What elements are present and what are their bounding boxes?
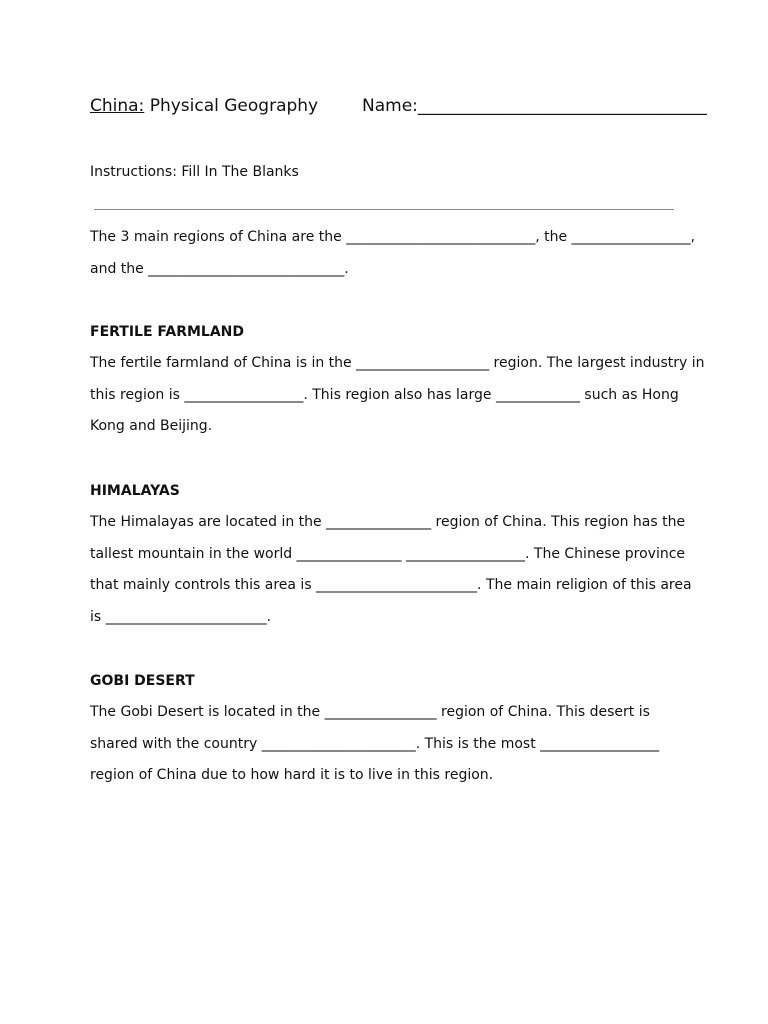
page-title <box>90 96 318 116</box>
paragraph-line: this region is _________________. This region also has large ____________ such as Hong <box>90 386 679 403</box>
paragraph-line: The Gobi Desert is located in the ________________ region of China. This desert is <box>90 704 650 720</box>
title-rest-text: Physical Geography <box>144 96 319 116</box>
paragraph-line: region of China due to how hard it is to live in this region. <box>90 767 494 784</box>
paragraph-line: The 3 main regions of China are the ___________________________, the _________________, <box>90 229 695 245</box>
paragraph-line: Kong and Beijing. <box>90 418 213 435</box>
title-row <box>90 96 707 122</box>
title-underlined-text: China: <box>90 96 145 116</box>
paragraph-line: The fertile farmland of China is in the ___________________ region. The largest industry in <box>90 355 705 371</box>
divider-line <box>94 209 674 210</box>
section-heading-fertile-farmland: FERTILE FARMLAND <box>90 324 244 340</box>
paragraph-line: shared with the country ______________________. This is the most _________________ <box>90 735 660 752</box>
section-paragraph-fertile-farmland <box>90 348 705 443</box>
section-paragraph-gobi-desert <box>90 697 690 792</box>
instructions-text: Instructions: Fill In The Blanks <box>90 164 299 180</box>
section-paragraph-himalayas <box>90 507 690 634</box>
paragraph-line: is _______________________. <box>90 609 272 626</box>
name-field[interactable]: Name:__________________________________ <box>362 96 707 116</box>
section-heading-gobi-desert: GOBI DESERT <box>90 673 195 689</box>
intro-paragraph <box>90 222 695 285</box>
paragraph-line: The Himalayas are located in the _______________ region of China. This region has the <box>90 514 686 530</box>
paragraph-line: that mainly controls this area is _______________________. The main religion of this area <box>90 577 692 594</box>
paragraph-line: and the ____________________________. <box>90 260 349 277</box>
section-heading-himalayas: HIMALAYAS <box>90 483 180 499</box>
paragraph-line: tallest mountain in the world _______________ _________________. The Chinese province <box>90 545 686 562</box>
